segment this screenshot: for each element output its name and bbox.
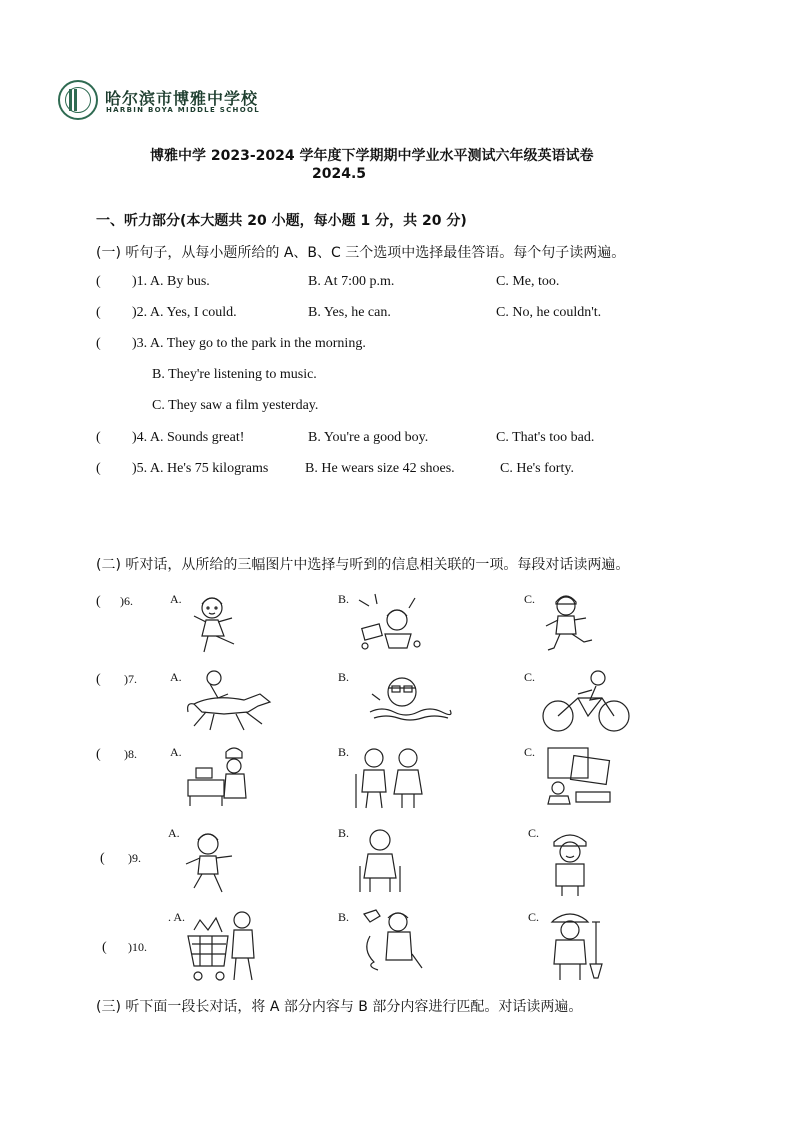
question-4-option-b: B. You're a good boy.	[308, 430, 429, 445]
part1-instruction: (一) 听句子，从每小题所给的 A、B、C 三个选项中选择最佳答语。每个句子读两遍。	[96, 245, 626, 261]
option-b-label: B.	[338, 745, 350, 759]
option-c-label: C.	[524, 670, 536, 684]
kid-skating-picture[interactable]	[540, 590, 600, 660]
question-5-option-b: B. He wears size 42 shoes.	[305, 461, 455, 476]
option-b-label: B.	[338, 592, 350, 606]
school-logo-icon	[58, 80, 98, 120]
answer-bracket[interactable]: (	[96, 461, 101, 476]
question-6-number: )6.	[120, 594, 133, 608]
part2-instruction: (二) 听对话，从所给的三幅图片中选择与听到的信息相关联的一项。每段对话读两遍。	[96, 557, 630, 573]
option-c-label: C.	[524, 592, 536, 606]
girl-jumping-picture[interactable]	[180, 826, 244, 896]
option-a-label: A.	[170, 592, 182, 606]
grandparents-picture[interactable]	[352, 744, 432, 810]
question-3-option-a: )3. A. They go to the park in the morning.	[132, 336, 366, 351]
answer-bracket[interactable]: (	[96, 274, 101, 289]
question-10-number: )10.	[128, 940, 147, 954]
answer-bracket[interactable]: (	[96, 672, 101, 687]
worker-with-shovel-picture[interactable]	[546, 908, 608, 984]
answer-bracket[interactable]: (	[96, 430, 101, 445]
old-man-sitting-picture[interactable]	[356, 826, 406, 896]
horse-riding-picture[interactable]	[184, 668, 280, 734]
option-c-label: C.	[528, 826, 540, 840]
boy-swimming-picture[interactable]	[370, 670, 450, 726]
question-1-option-a: )1. A. By bus.	[132, 274, 210, 289]
question-3-option-c: C. They saw a film yesterday.	[152, 398, 319, 413]
question-2-option-a: )2. A. Yes, I could.	[132, 305, 237, 320]
school-name-en: HARBIN BOYA MIDDLE SCHOOL	[106, 106, 260, 114]
answer-bracket[interactable]: (	[96, 747, 101, 762]
option-a-label: A.	[168, 826, 180, 840]
boy-cycling-picture[interactable]	[538, 668, 634, 734]
answer-bracket[interactable]: (	[100, 851, 105, 866]
cooking-picture[interactable]	[186, 744, 252, 808]
option-a-label: . A.	[168, 910, 186, 924]
exam-date: 2024.5	[312, 166, 367, 182]
page-title: 博雅中学 2023-2024 学年度下学期期中学业水平测试六年级英语试卷	[150, 148, 594, 164]
question-1-option-b: B. At 7:00 p.m.	[308, 274, 395, 289]
answer-bracket[interactable]: (	[102, 940, 107, 955]
option-b-label: B.	[338, 826, 350, 840]
question-4-option-c: C. That's too bad.	[496, 430, 595, 445]
option-a-label: A.	[170, 745, 182, 759]
option-b-label: B.	[338, 670, 350, 684]
option-b-label: B.	[338, 910, 350, 924]
question-2-option-b: B. Yes, he can.	[308, 305, 391, 320]
answer-bracket[interactable]: (	[96, 336, 101, 351]
question-5-option-a: )5. A. He's 75 kilograms	[132, 461, 269, 476]
question-8-number: )8.	[124, 747, 137, 761]
question-1-option-c: C. Me, too.	[496, 274, 560, 289]
boy-reading-picture[interactable]	[355, 590, 425, 652]
section-heading: 一、听力部分(本大题共 20 小题，每小题 1 分，共 20 分)	[96, 213, 467, 229]
watching-tv-picture[interactable]	[544, 744, 614, 806]
cleaning-picture[interactable]	[360, 906, 428, 976]
question-9-number: )9.	[128, 851, 141, 865]
girl-dancing-picture[interactable]	[188, 592, 248, 662]
school-name-cn: 哈尔滨市博雅中学校	[105, 89, 259, 108]
question-2-option-c: C. No, he couldn't.	[496, 305, 602, 320]
question-5-option-c: C. He's forty.	[500, 461, 574, 476]
boy-smiling-picture[interactable]	[544, 830, 596, 896]
option-c-label: C.	[524, 745, 536, 759]
shopping-cart-picture[interactable]	[186, 910, 262, 984]
option-c-label: C.	[528, 910, 540, 924]
question-3-option-b: B. They're listening to music.	[152, 367, 317, 382]
answer-bracket[interactable]: (	[96, 594, 101, 609]
part3-instruction: (三) 听下面一段长对话，将 A 部分内容与 B 部分内容进行匹配。对话读两遍。	[96, 999, 583, 1015]
question-7-number: )7.	[124, 672, 137, 686]
answer-bracket[interactable]: (	[96, 305, 101, 320]
option-a-label: A.	[170, 670, 182, 684]
question-4-option-a: )4. A. Sounds great!	[132, 430, 245, 445]
